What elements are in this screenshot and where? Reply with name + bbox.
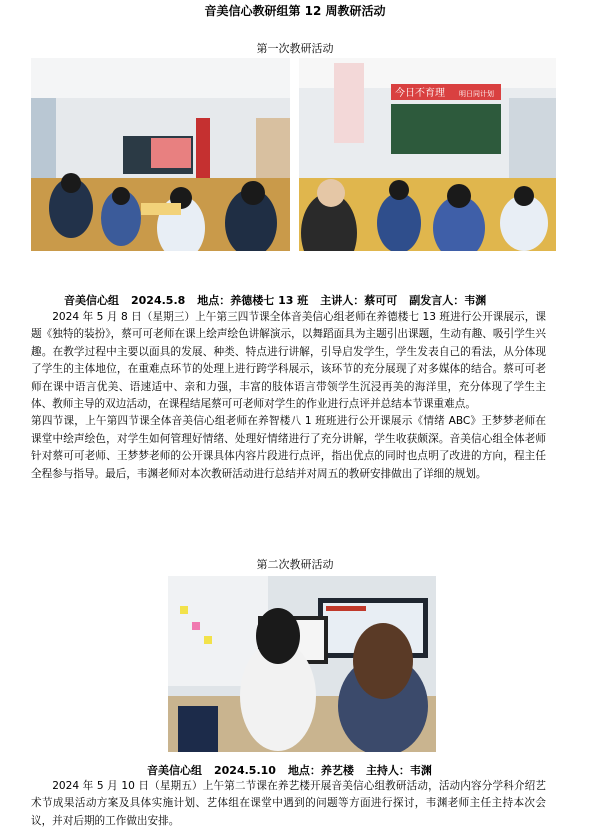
board-banner-text: 今日不育理	[395, 88, 445, 99]
section1-paragraph-2: 第四节课，上午第四节课全体音美信心组老师在养智楼八 1 班班进行公开课展示《情绪 ABC》王梦梦老师在课堂中绘声绘色，对学生如何管理好情绪、处理好情绪进行了充分讲解，学生收获颇深。音美信心组全体老师针对蔡可可老师、王梦梦老师的公开课具体内容片段进行点评，指出优点的同时也点明了改进的方向，程主任全程参与指导。最后，韦渊老师对本次教研活动进行总结并对周五的教研安排做出了详细的规划。	[31, 415, 546, 480]
section1-co-speaker: 副发言人：韦渊	[409, 294, 487, 307]
section1-meta	[64, 292, 486, 308]
section1-speaker: 主讲人：蔡可可	[320, 294, 398, 307]
section1-heading: 第一次教研活动	[256, 42, 334, 55]
section2-location: 地点：养艺楼	[287, 764, 354, 777]
page-title: 音美信心教研组第 12 周教研活动	[204, 4, 386, 18]
classroom-photo-2-drawing	[299, 58, 556, 251]
section2-heading: 第二次教研活动	[256, 558, 334, 571]
classroom-photo-2	[299, 58, 556, 251]
classroom-photo-1-drawing	[31, 58, 290, 251]
meeting-photo	[168, 576, 436, 752]
section2-group: 音美信心组	[147, 764, 202, 777]
section2-date: 2024.5.10	[214, 764, 276, 777]
section2-paragraph-1: 2024 年 5 月 10 日（星期五）上午第二节课在养艺楼开展音美信心组教研活动，活动内容分学科介绍艺术节成果活动方案及具体实施计划、艺体组在课堂中遇到的问题等方面进行探讨，韦渊老师主任主持本次会议，并对后期的工作做出安排。	[31, 780, 546, 827]
section1-group: 音美信心组	[64, 294, 119, 307]
section2-meta	[147, 762, 432, 778]
section1-body	[31, 309, 546, 483]
meeting-photo-drawing	[168, 576, 436, 752]
section1-date: 2024.5.8	[131, 294, 186, 307]
section1-location: 地点：养德楼七 13 班	[197, 294, 309, 307]
section1-paragraph-1: 2024 年 5 月 8 日（星期三）上午第三四节课全体音美信心组老师在养德楼七 13 班进行公开课展示，课题《独特的装扮》，蔡可可老师在课上绘声绘色讲解演示，以舞蹈面具为主题引出课题，生动有趣、吸引学生兴趣。在教学过程中主要以面具的发展、种类、特点进行讲解，引导启发学生，学生发表自己的看法，从分体现了学生的主体地位，在重难点环节的处理上进行跨学科展示，该环节的充分展现了对多媒体的结合。蔡可可老师在课中语言优美、语速适中、亲和力强，丰富的肢体语言带领学生沉浸再美的海洋里，充分体现了学生主体、教师主导的双边活动，在课程结尾蔡可可老师对学生的作业进行点评并总结本节课重难点。	[31, 311, 546, 411]
section2-body	[31, 778, 546, 830]
section2-host: 主持人：韦渊	[365, 764, 432, 777]
classroom-photo-1	[31, 58, 290, 251]
board-banner-text-2: 明日同计划	[459, 90, 494, 98]
